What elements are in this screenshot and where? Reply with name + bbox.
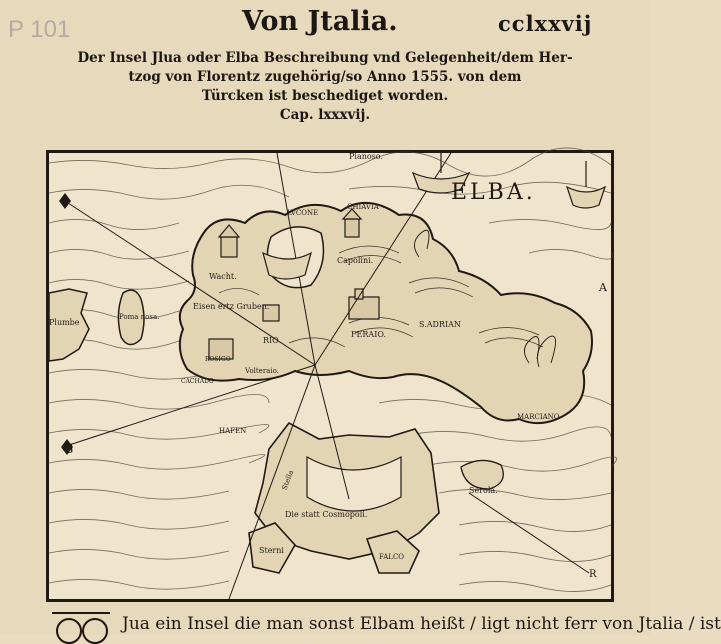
label-serola: Serola. [469, 486, 498, 495]
label-sterni: Sterni [259, 546, 284, 555]
label-sadrian: S.ADRIAN [419, 320, 461, 329]
label-marciano: MARCIANO [517, 413, 560, 421]
label-rio: RIO [263, 336, 279, 345]
label-cachado: CACHADO [181, 378, 214, 385]
label-chiauia: CHIAVIA [347, 203, 379, 211]
caption-line-3: Türcken ist beschediget worden. [201, 88, 449, 104]
elba-island-outline [180, 203, 592, 423]
caption-line-1: Der Insel Jlua oder Elba Beschreibung vnd Gelegenheit/dem Her- [77, 50, 573, 66]
running-head: Von Jtalia. [242, 6, 398, 37]
compass-letter-r: R [589, 569, 597, 580]
label-stella: Stella [280, 469, 296, 492]
label-volteraio: Volteraio. [245, 367, 279, 375]
label-rosigo: ROSIGO [205, 356, 231, 363]
ornamental-initial [52, 612, 110, 640]
body-text-first-line: Jua ein Insel die man sonst Elbam heißt / ligt nicht ferr von Jtalia / ist [122, 614, 721, 634]
label-hafen: HAFEN [219, 427, 247, 435]
compass-letter-a: A [599, 281, 607, 294]
caption-line-2: tzog von Florentz zugehörig/so Anno 1555. von dem [128, 69, 522, 85]
label-luceone: LVCONE [287, 209, 319, 217]
label-pomanosa: Poma nosa. [119, 313, 160, 321]
label-pianoso: Pianoso. [349, 152, 384, 161]
label-plumbe: Plumbe [49, 318, 80, 327]
woodcut-map [46, 150, 614, 602]
label-falco: FALCO [379, 553, 405, 561]
chapter-number: Cap. lxxxvij. [279, 107, 371, 123]
label-cosmopoli: Die statt Cosmopoli. [285, 510, 368, 519]
pencil-inventory-mark: P 101 [8, 16, 71, 43]
serola-islet [461, 460, 503, 489]
map-drawing [49, 153, 611, 599]
chapter-caption [40, 49, 610, 125]
map-title-elba: ELBA. [451, 180, 536, 205]
label-wacht: Wacht. [209, 272, 237, 281]
label-feraio: FERAIO. [351, 330, 386, 339]
label-capolini: Capolini. [337, 256, 374, 265]
compass-letter-g: G [63, 442, 74, 457]
label-eisen-gruben: Eisen ertz Gruben. [193, 302, 270, 311]
folio-number: cclxxvij [498, 11, 593, 36]
